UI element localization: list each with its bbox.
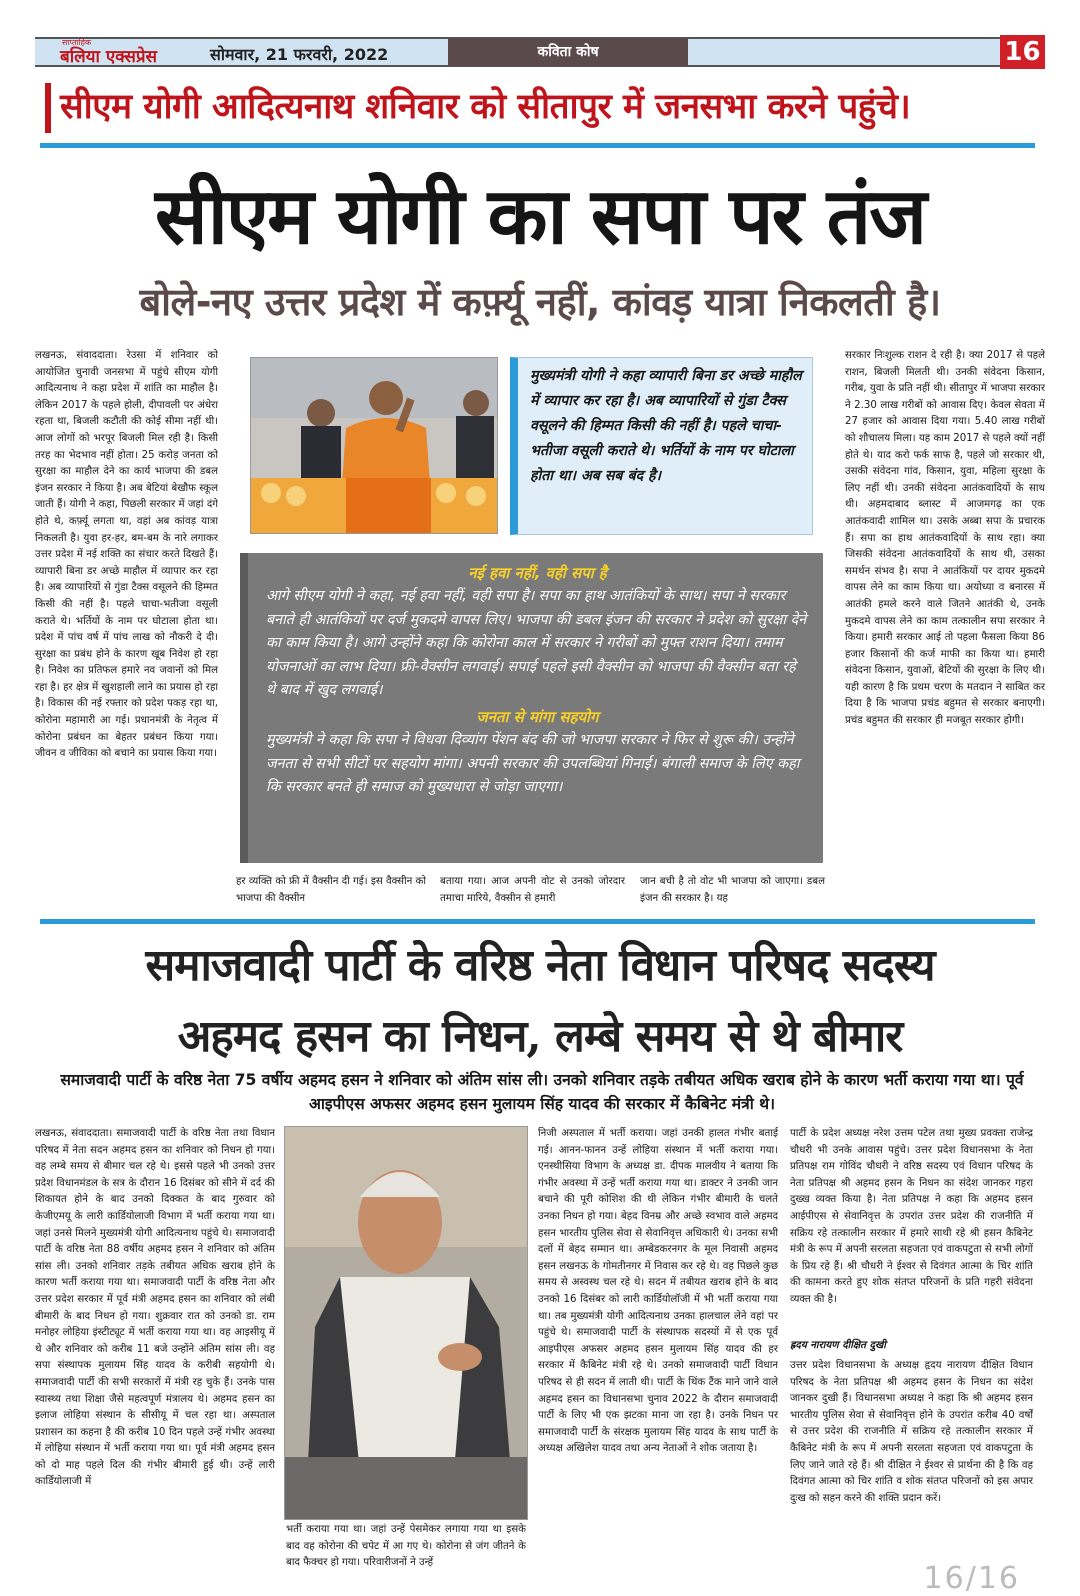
kicker-accent — [45, 83, 51, 133]
box-paragraph-2: मुख्यमंत्री ने कहा कि सपा ने विधवा दिव्यांग पेंशन बंद की जो भाजपा सरकार ने फिर से शुरू की। उन्होंने जनता से सभी सीटों पर सहयोग मांगा। अपनी सरकार की उपलब्धियां गिनाई। बंगाली समाज के लिए कहा कि सरकार बनते ही समाज को मुख्यधारा से जोड़ा जाएगा। — [266, 731, 800, 796]
story2-headline-line2: अहमद हसन का निधन, लम्बे समय से थे बीमार — [177, 1011, 903, 1062]
story1-subhead: बोले-नए उत्तर प्रदेश में कर्फ़्यू नहीं, कांवड़ यात्रा निकलती है। — [139, 280, 941, 324]
bottom-strip-2: बताया गया। आज अपनी वोट से उनको जोरदार तमाचा मारिये, वैक्सीन से हमारी — [440, 876, 625, 904]
story2-column-2: भर्ती कराया गया था। जहां उन्हें पेसमेकर लगाया गया था इसके बाद वह कोरोना की चपेट में आ गए थे। कोरोना से जंग जीतने के बाद फैक्चर हो गया। परिवारीजनों ने उन्हें — [286, 1524, 526, 1569]
story2-column-1: लखनऊ, संवाददाता। समाजवादी पार्टी के वरिष्ठ नेता तथा विधान परिषद में नेता सदन अहमद हसन का शनिवार को निधन हो गया। वह लम्बे समय से बीमार चल रहे थे। इससे पहले भी उनको उत्तर प्रदेश विधानमंडल के सत्र के दौरान 16 दिसंबर को सीने में दर्द की शिकायत होने के बाद उनको दिक्कत के बाद गुरुवार को केजीएमयू के लारी कार्डियोलाजी विभाग में भर्ती कराया गया था। जहां उनसे मिलने मुख्यमंत्री योगी आदित्यनाथ पहुंचे थे। समाजवादी पार्टी के वरिष्ठ नेता 88 वर्षीय अहमद हसन ने शनिवार को अंतिम सांस ली। उनको शनिवार तड़के तबीयत अधिक खराब होने के कारण भर्ती कराया गया था। समाजवादी पार्टी के वरिष्ठ नेता और उत्तर प्रदेश सरकार में पूर्व मंत्री अहमद हसन का शनिवार को लंबी बीमारी के बाद निधन हो गया। शुक्रवार रात को उनको डा. राम मनोहर लोहिया इंस्टीट्यूट में भर्ती कराया गया था। वह आइसीयू में थे और शनिवार को करीब 11 बजे उन्होंने अंतिम सांस ली। वह सपा संस्थापक मुलायम सिंह यादव के करीबी सहयोगी थे। समाजवादी पार्टी की सभी सरकारों में मंत्री रह चुके हैं। उनके पास स्वास्थ्य तथा शिक्षा जैसे महत्वपूर्ण मंत्रालय थे। अहमद हसन का इलाज लोहिया संस्थान के सीसीयू में चल रहा था। अस्पताल प्रशासन का कहना है की करीब 10 दिन पहले उन्हें गंभीर अवस्था में लोहिया संस्थान में भर्ती कराया गया था। पूर्व मंत्री अहमद हसन को दो माह पहले दिल की गंभीर बीमारी हुई थी। उन्हें लारी कार्डियोलाजी में — [35, 1128, 275, 1488]
page-counter: 16/16 — [923, 1561, 1020, 1596]
bottom-strip-3: जान बची है तो वोट भी भाजपा को जाएगा। डबल इंजन की सरकार है। यह — [640, 876, 825, 904]
issue-date: सोमवार, 21 फरवरी, 2022 — [210, 45, 389, 64]
divider — [40, 143, 1035, 148]
masthead-tagline: साप्ताहिक — [62, 38, 92, 47]
story1-headline: सीएम योगी का सपा पर तंज — [155, 172, 925, 262]
info-box — [240, 553, 823, 863]
ahmad-hasan-photo — [284, 1126, 528, 1520]
story2-column-4: पार्टी के प्रदेश अध्यक्ष नरेश उत्तम पटेल तथा मुख्य प्रवक्ता राजेन्द्र चौधरी भी उनके आवास पहुंचे। उत्तर प्रदेश विधानसभा के नेता प्रतिपक्ष राम गोविंद चौधरी ने वरिष्ठ सदस्य एवं विधान परिषद के नेता प्रतिपक्ष श्री अहमद हसन के निधन का संदेश जानकर गहरा दुख्ख व्यक्त किया है। नेता प्रतिपक्ष ने कहा कि अहमद हसन आईपीएस से सेवानिवृत्त के उपरांत उत्तर प्रदेश की राजनीति में सक्रिय रहे तत्कालीन सरकार में हमारे साथी रहे श्री हसन कैबिनेट मंत्री के रूप में अपनी सरलता सहजता एवं वाकपटुता से सभी लोगों के प्रिय रहे हैं। श्री चौधरी ने ईश्वर से दिवंगत आत्मा के चिर शांति की कामना करते हुए शोक संतप्त परिजनों के प्रति गहरी संवेदना व्यक्त की है। — [790, 1128, 1033, 1305]
story2-headline-line1: समाजवादी पार्टी के वरिष्ठ नेता विधान परिषद सदस्य — [145, 940, 935, 991]
story1-left-column: लखनऊ, संवाददाता। रेउसा में शनिवार को आयोजित चुनावी जनसभा में पहुंचे सीएम योगी आदित्यनाथ ने कहा प्रदेश में शांति का माहौल है। लेकिन 2017 के पहले होली, दीपावली पर अंधेरा रहता था, बिजली कटौती की कोई सीमा नहीं थी। आज लोगों को भरपूर बिजली मिल रही है। किसी तरह का भेदभाव नहीं होता। 25 करोड़ जनता को सुरक्षा का माहौल देने का कार्य भाजपा की डबल इंजन सरकार ने किया है। अब बेटियां बेखौफ स्कूल जाती हैं। योगी ने कहा, पिछली सरकार में जहां दंगे होते थे, कर्फ़्यू लगता था, वहां अब कांवड़ यात्रा निकलती है। युवा हर-हर, बम-बम के नारे लगाकर उत्तर प्रदेश में नई शक्ति का संचार करते दिखते हैं। व्यापारी बिना डर अच्छे माहौल में व्यापार कर रहा है। अब व्यापारियों से गुंडा टैक्स वसूलने की हिम्मत किसी की नहीं है। पहले चाचा-भतीजा वसूली कराते थे। भर्तियों के नाम पर घोटाला होता था। प्रदेश में पांच वर्ष में पांच लाख को नौकरी दे दी। सुरक्षा का प्रबंध होने के कारण खूब निवेश हो रहा है। निवेश का प्रतिफल हमारे नव जवानों को मिल रहा है। हर क्षेत्र में खुशहाली लाने का प्रयास हो रहा है। विकास की नई रफ्तार को प्रदेश पकड़ रहा था, कोरोना महामारी आ गई। प्रधानमंत्री के नेतृत्व में कोरोना प्रबंधन का बेहतर प्रबंधन किया गया। जीवन व जीविका को बचाने का प्रयास किया गया। — [35, 350, 218, 760]
pull-quote-text: मुख्यमंत्री योगी ने कहा व्यापारी बिना डर अच्छे माहौल में व्यापार कर रहा है। अब व्यापारियों से गुंडा टैक्स वसूलने की हिम्मत किसी की नहीं है। पहले चाचा-भतीजा वसूली कराते थे। भर्तियों के नाम पर घोटाला होता था। अब सब बंद है। — [530, 368, 802, 484]
masthead-logo: बलिया एक्सप्रेस — [60, 47, 158, 67]
divider — [40, 919, 1035, 924]
yogi-rally-photo — [250, 357, 498, 534]
box-heading-1: नई हवा नहीं, वही सपा है — [468, 564, 607, 582]
story1-kicker: सीएम योगी आदित्यनाथ शनिवार को सीतापुर में जनसभा करने पहुंचे। — [60, 86, 911, 127]
story2-column-4b: उत्तर प्रदेश विधानसभा के अध्यक्ष हृदय नारायण दीक्षित विधान परिषद के नेता प्रतिपक्ष श्री अहमद हसन के निधन का संदेश जानकर दुखी हैं। विधानसभा अध्यक्ष ने कहा कि श्री अहमद हसन भारतीय पुलिस सेवा से सेवानिवृत्त होने के उपरांत करीब 40 वर्षों से उत्तर प्रदेश की राजनीति में सक्रिय रहे तत्कालीन सरकार में कैबिनेट मंत्री के रूप में अपनी सरलता सहजता एवं वाकपटुता के लिए जाने जाते रहे हैं। श्री दीक्षित ने ईश्वर से प्रार्थना की है कि वह दिवंगत आत्मा को चिर शांति व शोक संतप्त परिजनों को इस अपार दुःख को सहन करने की शक्ति प्रदान करें। — [790, 1360, 1033, 1504]
pull-quote — [510, 357, 813, 535]
section-label: कविता कोष — [448, 38, 688, 66]
story2-column-4-heading: ह्रदय नारायण दीक्षित दुखी — [790, 1340, 886, 1351]
bottom-strip-1: हर व्यक्ति को फ्री में वैक्सीन दी गई। इस वैक्सीन को भाजपा की वैक्सीन — [236, 876, 426, 904]
page-number: 16 — [1000, 35, 1045, 69]
box-paragraph-1: आगे सीएम योगी ने कहा, नई हवा नहीं, वही सपा है। सपा का हाथ आतंकियों के साथ। सपा ने सरकार बनाते ही आतंकियों पर दर्ज मुकदमे वापस लिए। भाजपा की डबल इंजन की सरकार ने प्रदेश को सुरक्षा देने का काम किया है। आगे उन्होंने कहा कि कोरोना काल में सरकार ने गरीबों को मुफ्त राशन दिया। तमाम योजनाओं का लाभ दिया। फ्री-वैक्सीन लगवाई। सपाई पहले इसी वैक्सीन को भाजपा की वैक्सीन बता रहे थे बाद में खुद लगवाई। — [266, 588, 807, 699]
story2-column-3: निजी अस्पताल में भर्ती कराया। जहां उनकी हालत गंभीर बताई गई। आनन-फानन उन्हें लोहिया संस्थान में भर्ती कराया गया। एनस्थीसिया विभाग के अध्यक्ष डा. दीपक मालवीय ने बताया कि गंभीर अवस्था में उन्हें भर्ती कराया गया था। डाक्टर ने उनकी जान बचाने की पूरी कोशिश की थी लेकिन गंभीर बीमारी के चलते उनका निधन हो गया। बेहद विनम्र और अच्छे स्वभाव वाले अहमद हसन भारतीय पुलिस सेवा से सेवानिवृत्त अधिकारी थे। उनका सभी दलों में बेहद सम्मान था। अम्बेडकरनगर के मूल निवासी अहमद हसन लखनऊ के गोमतीनगर में निवास कर रहे थे। वह पिछले कुछ समय से अस्वस्थ चल रहे थे। सदन में तबीयत खराब होने के बाद उनको 16 दिसंबर को लारी कार्डियोलॉजी में भी भर्ती कराया गया था। तब मुख्यमंत्री योगी आदित्यनाथ उनका हालचाल लेने वहां पर पहुंचे थे। समाजवादी पार्टी के संस्थापक सदस्यों में से एक पूर्व आइपीएस अफसर अहमद हसन मुलायम सिंह यादव की हर सरकार में कैबिनेट मंत्री रहे थे। उनको समाजवादी पार्टी विधान परिषद से ही सदन में लाती थी। पार्टी के थिंक टैंक माने जाने वाले अहमद हसन का विधानसभा चुनाव 2022 के दौरान समाजवादी पार्टी के लिए भी एक झटका माना जा रहा है। उनके निधन पर समाजवादी पार्टी के संरक्षक मुलायम सिंह यादव के साथ पार्टी के अध्यक्ष अखिलेश यादव तथा अन्य नेताओं ने शोक जताया है। — [538, 1128, 778, 1455]
story2-lead: समाजवादी पार्टी के वरिष्ठ नेता 75 वर्षीय अहमद हसन ने शनिवार को अंतिम सांस ली। उनको शनिवार तड़के तबीयत अधिक खराब होने के कारण भर्ती कराया गया था। पूर्व आइपीएस अफसर अहमद हसन मुलायम सिंह यादव की सरकार में कैबिनेट मंत्री थे। — [60, 1071, 1024, 1113]
box-heading-2: जनता से मांगा सहयोग — [476, 707, 599, 726]
story1-right-column: सरकार निःशुल्क राशन दे रही है। क्या 2017 से पहले राशन, बिजली मिलती थी। उनकी संवेदना किसान, गरीब, युवा के प्रति नहीं थी। सीतापुर में भाजपा सरकार ने 2.30 लाख गरीबों को आवास दिए। केवल सेवता में 27 हजार को आवास दिया गया। 5.40 लाख गरीबों को शौचालय मिला। यह काम 2017 से पहले क्यों नहीं होते थे। याद करो फर्क साफ है, पहले जो सरकार थी, उसकी संवेदना गांव, किसान, युवा, महिला सुरक्षा के लिए नहीं थी। उनकी संवेदना आतंकवादियों के साथ थी। अहमदाबाद ब्लास्ट में आजमगढ़ का एक आतंकवादी शामिल था। उसके अब्बा सपा के प्रचारक हैं। सपा का हाथ आतंकवादियों के साथ रहा। क्या जिसकी संवेदना आतंकवादियों के साथ थी, उसका समर्थन संभव है। सपा ने आतंकियों पर दायर मुकदमे वापस लेने का काम किया था। अयोध्या व बनारस में आतंकी हमले करने वाले जितने आतंकी थे, उनके मुकदमे वापस लेने का काम तत्कालीन सपा सरकार ने किया। हमारी सरकार आई तो पहला फैसला किया 86 हजार किसानों की कर्ज माफी का किया था। हमारी संवेदना किसान, युवाओं, बेटियों की सुरक्षा के लिए थी। यही कारण है कि प्रथम चरण के मतदान ने साबित कर दिया है कि भाजपा प्रचंड बहुमत से सरकार बनाएगी। प्रचंड बहुमत की सरकार ही मजबूत सरकार होगी। — [845, 350, 1045, 727]
